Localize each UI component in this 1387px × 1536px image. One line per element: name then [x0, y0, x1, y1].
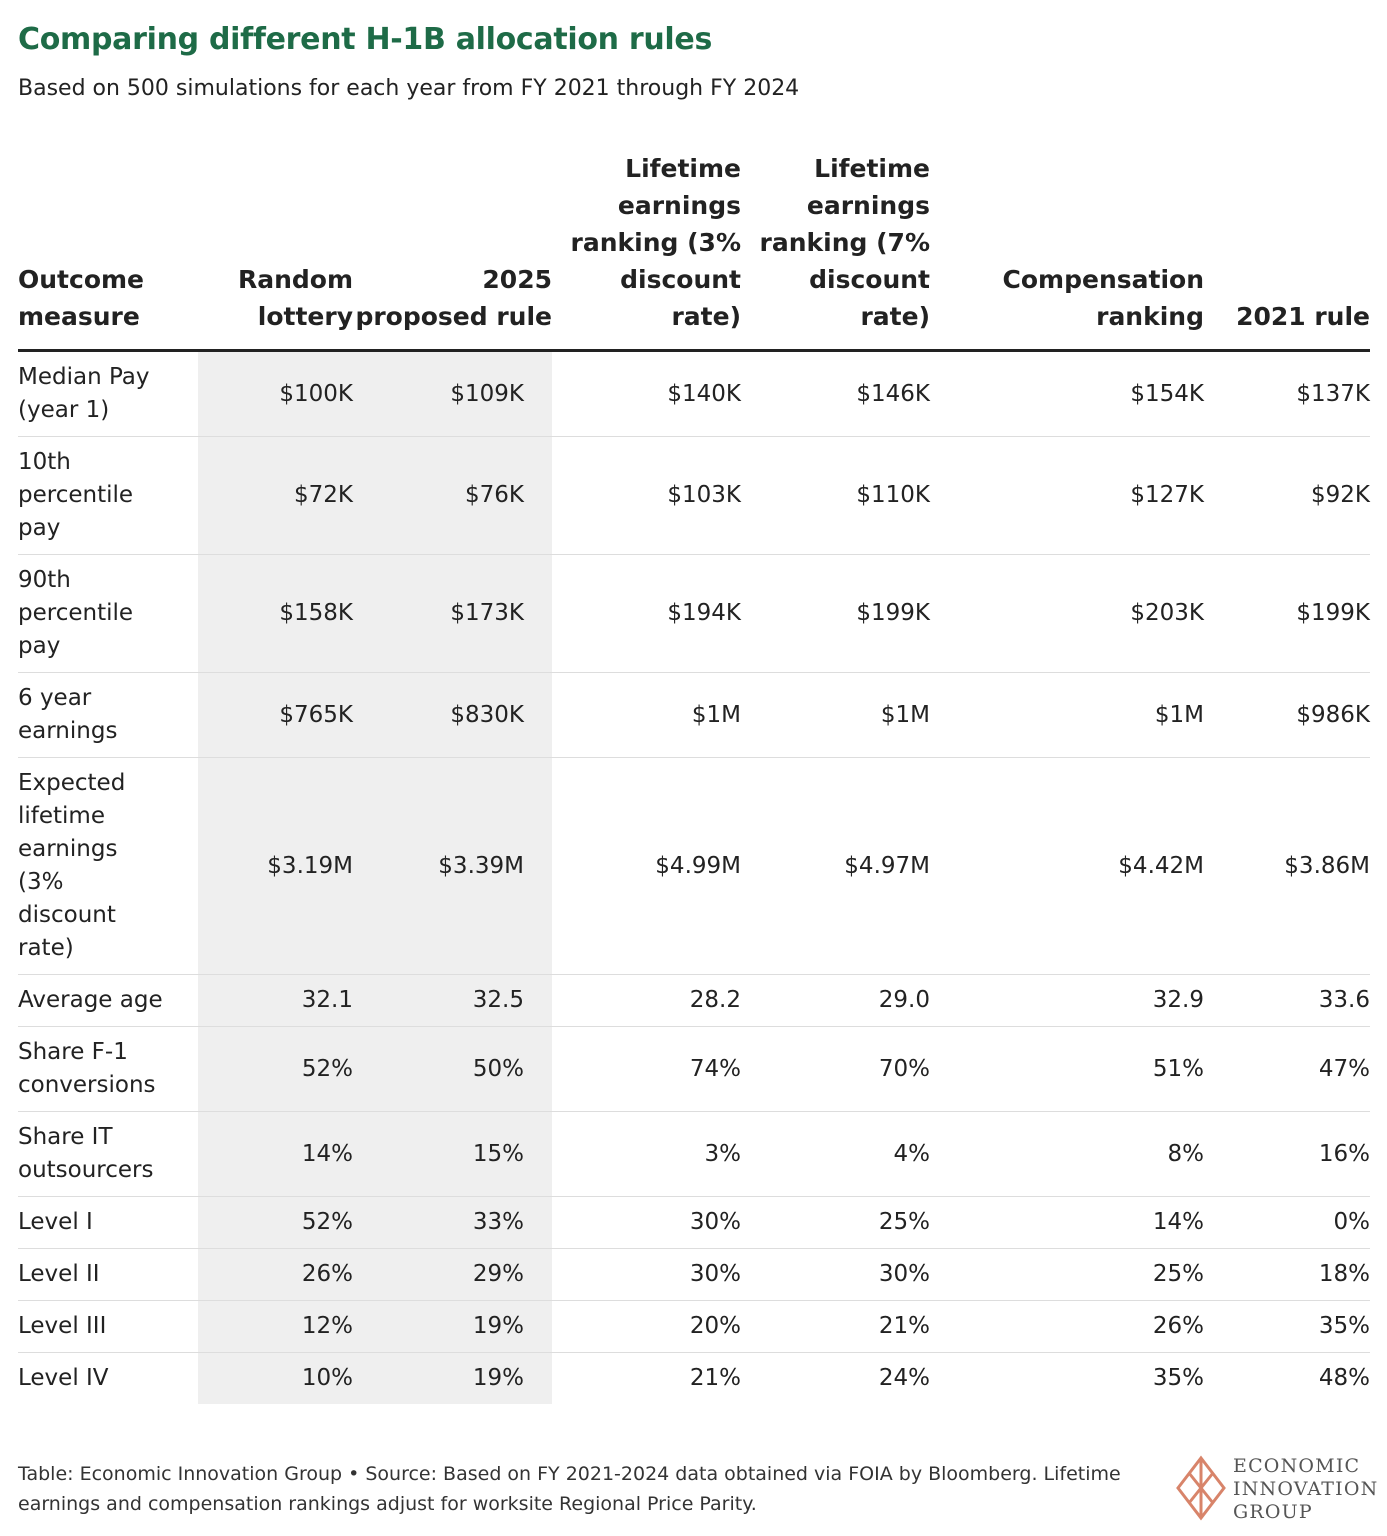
table-row — [18, 758, 1370, 975]
header-cell: Random lottery — [198, 150, 353, 351]
value-cell: 48% — [1318, 1365, 1370, 1391]
value-cell: 29% — [353, 1249, 552, 1301]
logo-line: ECONOMIC — [1233, 1455, 1361, 1477]
value-cell: $140K — [552, 351, 741, 437]
value-cell: 12% — [198, 1301, 353, 1353]
row-label-cell: Share F-1 conversions — [18, 1027, 198, 1112]
value-cell: 26% — [198, 1249, 353, 1301]
value-cell: 14% — [930, 1197, 1204, 1249]
value-cell: 21% — [689, 1365, 741, 1391]
row-label-cell: 6 year earnings — [18, 673, 198, 758]
value-cell: $1M — [741, 673, 930, 758]
value-cell: $158K — [198, 555, 353, 673]
header-cell: Lifetime earnings ranking (3% discount rate) — [552, 150, 741, 351]
value-cell: 19% — [353, 1301, 552, 1353]
eig-logo — [1175, 1455, 1379, 1523]
value-cell: 35% — [1152, 1365, 1204, 1391]
value-cell: $127K — [930, 437, 1204, 555]
value-cell: $199K — [741, 555, 930, 673]
value-cell: $4.97M — [741, 758, 930, 975]
row-label-cell: Share IT outsourcers — [18, 1112, 198, 1197]
value-cell: 33% — [353, 1197, 552, 1249]
value-cell: $103K — [552, 437, 741, 555]
value-cell: 18% — [1204, 1249, 1370, 1301]
value-cell: $146K — [741, 351, 930, 437]
value-cell: 19% — [353, 1353, 552, 1405]
value-cell: $173K — [353, 555, 552, 673]
table-row — [18, 1249, 1370, 1301]
header-cell: Compensation ranking — [930, 150, 1204, 351]
value-cell: 32.1 — [198, 975, 353, 1027]
value-cell: 3% — [552, 1112, 741, 1197]
value-cell: 50% — [353, 1027, 552, 1112]
value-cell: 28.2 — [552, 975, 741, 1027]
row-label-cell: 90th percentile pay — [18, 555, 198, 673]
value-cell: 0% — [1204, 1197, 1370, 1249]
value-cell: 24% — [878, 1365, 930, 1391]
value-cell: $203K — [930, 555, 1204, 673]
value-cell: 30% — [741, 1249, 930, 1301]
value-cell: $4.42M — [930, 758, 1204, 975]
value-cell: 21% — [741, 1301, 930, 1353]
value-cell: 74% — [552, 1027, 741, 1112]
table-row — [18, 673, 1370, 758]
table-row — [18, 1027, 1370, 1112]
row-label-cell: Level II — [18, 1249, 198, 1301]
value-cell: 52% — [198, 1027, 353, 1112]
comparison-table — [18, 150, 1370, 1404]
value-cell: 52% — [198, 1197, 353, 1249]
value-cell: $986K — [1204, 673, 1370, 758]
value-cell: $4.99M — [552, 758, 741, 975]
row-label-cell: Level III — [18, 1301, 198, 1353]
header-cell: Lifetime earnings ranking (7% discount rate) — [741, 150, 930, 351]
header-cell: 2021 rule — [1204, 150, 1370, 351]
value-cell: $109K — [353, 351, 552, 437]
value-cell: 20% — [552, 1301, 741, 1353]
table-row — [18, 437, 1370, 555]
value-cell: $765K — [198, 673, 353, 758]
value-cell: $1M — [552, 673, 741, 758]
table-row — [18, 1353, 1370, 1405]
row-label-cell: Level I — [18, 1197, 198, 1249]
value-cell: 70% — [741, 1027, 930, 1112]
row-label-cell: Level IV — [18, 1365, 109, 1391]
logo-wordmark — [1233, 1455, 1379, 1524]
value-cell: 32.5 — [353, 975, 552, 1027]
row-label-cell: Median Pay (year 1) — [18, 351, 198, 437]
value-cell: 29.0 — [741, 975, 930, 1027]
value-cell: 33.6 — [1204, 975, 1370, 1027]
value-cell: $3.86M — [1204, 758, 1370, 975]
value-cell: 51% — [930, 1027, 1204, 1112]
value-cell: 47% — [1204, 1027, 1370, 1112]
value-cell: 35% — [1204, 1301, 1370, 1353]
value-cell: $154K — [930, 351, 1204, 437]
value-cell: 10% — [198, 1353, 353, 1405]
header-cell: Outcome measure — [18, 150, 198, 351]
value-cell: 4% — [741, 1112, 930, 1197]
table-row — [18, 1197, 1370, 1249]
value-cell: $92K — [1204, 437, 1370, 555]
value-cell: 30% — [552, 1249, 741, 1301]
value-cell: 25% — [930, 1249, 1204, 1301]
value-cell: 32.9 — [930, 975, 1204, 1027]
row-label-cell: Expected lifetime earnings (3% discount rate) — [18, 758, 198, 975]
row-label-cell: Average age — [18, 975, 198, 1027]
row-label-cell: 10th percentile pay — [18, 437, 198, 555]
value-cell: 8% — [930, 1112, 1204, 1197]
table-row — [18, 1301, 1370, 1353]
value-cell: 15% — [353, 1112, 552, 1197]
table-row — [18, 351, 1370, 437]
value-cell: $72K — [198, 437, 353, 555]
diamond-logo-icon — [1175, 1455, 1227, 1521]
value-cell: $76K — [353, 437, 552, 555]
value-cell: $1M — [930, 673, 1204, 758]
value-cell: $194K — [552, 555, 741, 673]
value-cell: 16% — [1204, 1112, 1370, 1197]
header-cell: 2025 proposed rule — [353, 150, 552, 351]
table-body — [18, 351, 1370, 1405]
value-cell: $3.19M — [198, 758, 353, 975]
page-subtitle: Based on 500 simulations for each year from FY 2021 through FY 2024 — [18, 76, 800, 101]
source-note: Table: Economic Innovation Group • Source: Based on FY 2021-2024 data obtained via FOIA by Bloomberg. Lifetime earnings and compensation rankings adjust for worksite Regional Price Parity. — [18, 1463, 1121, 1515]
value-cell: $137K — [1204, 351, 1370, 437]
logo-line: INNOVATION — [1233, 1478, 1379, 1500]
value-cell: 25% — [741, 1197, 930, 1249]
value-cell: 30% — [552, 1197, 741, 1249]
value-cell: 26% — [930, 1301, 1204, 1353]
table-row — [18, 555, 1370, 673]
value-cell: $830K — [353, 673, 552, 758]
table-row — [18, 975, 1370, 1027]
table-row — [18, 1112, 1370, 1197]
value-cell: $199K — [1204, 555, 1370, 673]
value-cell: $3.39M — [353, 758, 552, 975]
value-cell: $100K — [198, 351, 353, 437]
page-title: Comparing different H-1B allocation rules — [18, 22, 713, 57]
value-cell: 14% — [198, 1112, 353, 1197]
value-cell: $110K — [741, 437, 930, 555]
header-row — [18, 150, 1370, 351]
logo-line: GROUP — [1233, 1501, 1313, 1523]
